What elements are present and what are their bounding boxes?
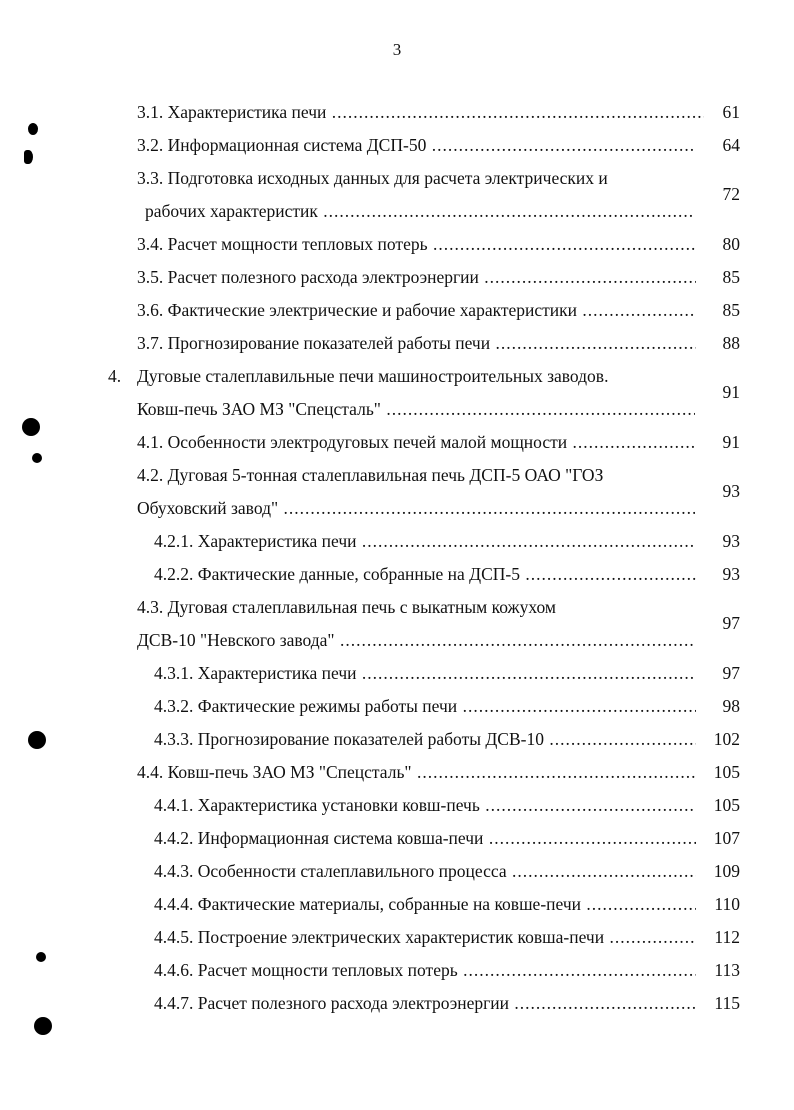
toc-subentry[interactable] bbox=[0, 888, 794, 921]
toc-entry-page: 97 bbox=[722, 613, 740, 633]
toc-entry-title: 4.3. Дуговая сталеплавильная печь с выкатным кожухом bbox=[137, 597, 556, 617]
toc-entry-title: 3.5. Расчет полезного расхода электроэнергии ..... bbox=[137, 261, 696, 294]
toc-subentry[interactable] bbox=[0, 822, 794, 855]
toc-entry-title: 4.2. Дуговая 5-тонная сталеплавильная печь ДСП-5 ОАО "ГОЗ bbox=[137, 465, 604, 485]
toc-entry-title-continued: Обуховский завод" ..... bbox=[137, 492, 695, 525]
toc-entry-page: 61 bbox=[722, 102, 740, 122]
toc-entry-page: 64 bbox=[722, 135, 740, 155]
page-number: 3 bbox=[392, 40, 402, 59]
toc-entry-page: 80 bbox=[722, 234, 740, 254]
toc-entry[interactable] bbox=[0, 426, 794, 459]
toc-entry-title: 4.4.6. Расчет мощности тепловых потерь ..... bbox=[154, 954, 696, 987]
toc-entry-page: 102 bbox=[713, 729, 740, 749]
toc-entry-page: 93 bbox=[722, 531, 740, 551]
toc-entry[interactable] bbox=[0, 129, 794, 162]
toc-chapter-entry[interactable] bbox=[0, 360, 794, 426]
toc-entry-page: 105 bbox=[713, 762, 740, 782]
toc-entry-page: 88 bbox=[722, 333, 740, 353]
toc-subentry[interactable] bbox=[0, 921, 794, 954]
toc-entry[interactable] bbox=[0, 459, 794, 525]
toc-entry-page: 93 bbox=[722, 564, 740, 584]
toc-entry-page: 107 bbox=[713, 828, 740, 848]
toc-entry-title: 3.3. Подготовка исходных данных для расчета электрических и bbox=[137, 168, 608, 188]
toc-subentry[interactable] bbox=[0, 723, 794, 756]
toc-entry-page: 110 bbox=[714, 894, 740, 914]
toc-entry-title-continued: рабочих характеристик ..... bbox=[145, 195, 695, 228]
toc-entry-page: 72 bbox=[722, 184, 740, 204]
toc-entry[interactable] bbox=[0, 162, 794, 228]
toc-entry-title: 3.6. Фактические электрические и рабочие характеристики ..... bbox=[137, 294, 696, 327]
toc-entry[interactable] bbox=[0, 591, 794, 657]
toc-entry-title: 4.4.4. Фактические материалы, собранные на ковше-печи ..... bbox=[154, 888, 696, 921]
toc-subentry[interactable] bbox=[0, 987, 794, 1020]
toc-entry-page: 115 bbox=[714, 993, 740, 1013]
toc-entry-title: 3.2. Информационная система ДСП-50 ..... bbox=[137, 129, 696, 162]
toc-entry-title: 4.2.2. Фактические данные, собранные на ДСП-5 ..... bbox=[154, 558, 696, 591]
toc-entry-title: 3.7. Прогнозирование показателей работы печи ..... bbox=[137, 327, 696, 360]
toc-entry-title: 4.3.3. Прогнозирование показателей работы ДСВ-10 ..... bbox=[154, 723, 696, 756]
toc-subentry[interactable] bbox=[0, 855, 794, 888]
toc-entry-page: 113 bbox=[714, 960, 740, 980]
toc-entry[interactable] bbox=[0, 228, 794, 261]
toc-entry[interactable] bbox=[0, 327, 794, 360]
toc-entry[interactable] bbox=[0, 261, 794, 294]
toc-entry-page: 109 bbox=[713, 861, 740, 881]
toc-subentry[interactable] bbox=[0, 558, 794, 591]
toc-subentry[interactable] bbox=[0, 789, 794, 822]
toc-entry-title: 4.4.2. Информационная система ковша-печи ..... bbox=[154, 822, 696, 855]
toc-entry-title: 4.4.7. Расчет полезного расхода электроэнергии ..... bbox=[154, 987, 696, 1020]
toc-entry-title: 4.2.1. Характеристика печи ..... bbox=[154, 525, 696, 558]
toc-entry-page: 97 bbox=[722, 663, 740, 683]
toc-entry-page: 85 bbox=[722, 267, 740, 287]
toc-entry-page: 112 bbox=[714, 927, 740, 947]
toc-subentry[interactable] bbox=[0, 657, 794, 690]
toc-entry-title: 4.4. Ковш-печь ЗАО МЗ "Спецсталь" ..... bbox=[137, 756, 696, 789]
toc-entry-page: 85 bbox=[722, 300, 740, 320]
toc-entry[interactable] bbox=[0, 294, 794, 327]
toc-entry-title: 3.4. Расчет мощности тепловых потерь ..... bbox=[137, 228, 696, 261]
toc-entry[interactable] bbox=[0, 756, 794, 789]
toc-entry-title-continued: Ковш-печь ЗАО МЗ "Спецсталь" ..... bbox=[137, 393, 695, 426]
toc-entry-title: 4.1. Особенности электродуговых печей малой мощности ..... bbox=[137, 426, 696, 459]
toc-entry-page: 105 bbox=[713, 795, 740, 815]
toc-entry-title: 4.3.1. Характеристика печи ..... bbox=[154, 657, 696, 690]
toc-entry-page: 91 bbox=[722, 382, 740, 402]
toc-entry-page: 93 bbox=[722, 481, 740, 501]
toc-subentry[interactable] bbox=[0, 525, 794, 558]
toc-entry-title: 4.4.1. Характеристика установки ковш-печь ..... bbox=[154, 789, 696, 822]
toc-entry-page: 91 bbox=[722, 432, 740, 452]
toc-subentry[interactable] bbox=[0, 690, 794, 723]
toc-entry[interactable] bbox=[0, 96, 794, 129]
toc-chapter-number: 4. bbox=[108, 366, 122, 386]
toc-entry-title: 4.4.3. Особенности сталеплавильного процесса ..... bbox=[154, 855, 696, 888]
toc-subentry[interactable] bbox=[0, 954, 794, 987]
toc-entry-page: 98 bbox=[722, 696, 740, 716]
toc-entry-title: Дуговые сталеплавильные печи машиностроительных заводов. bbox=[137, 366, 609, 386]
toc-entry-title: 4.4.5. Построение электрических характеристик ковша-печи ..... bbox=[154, 921, 696, 954]
toc-entry-title: 3.1. Характеристика печи ..... bbox=[137, 96, 704, 129]
toc-entry-title-continued: ДСВ-10 "Невского завода" ..... bbox=[137, 624, 695, 657]
toc-entry-title: 4.3.2. Фактические режимы работы печи ..... bbox=[154, 690, 696, 723]
